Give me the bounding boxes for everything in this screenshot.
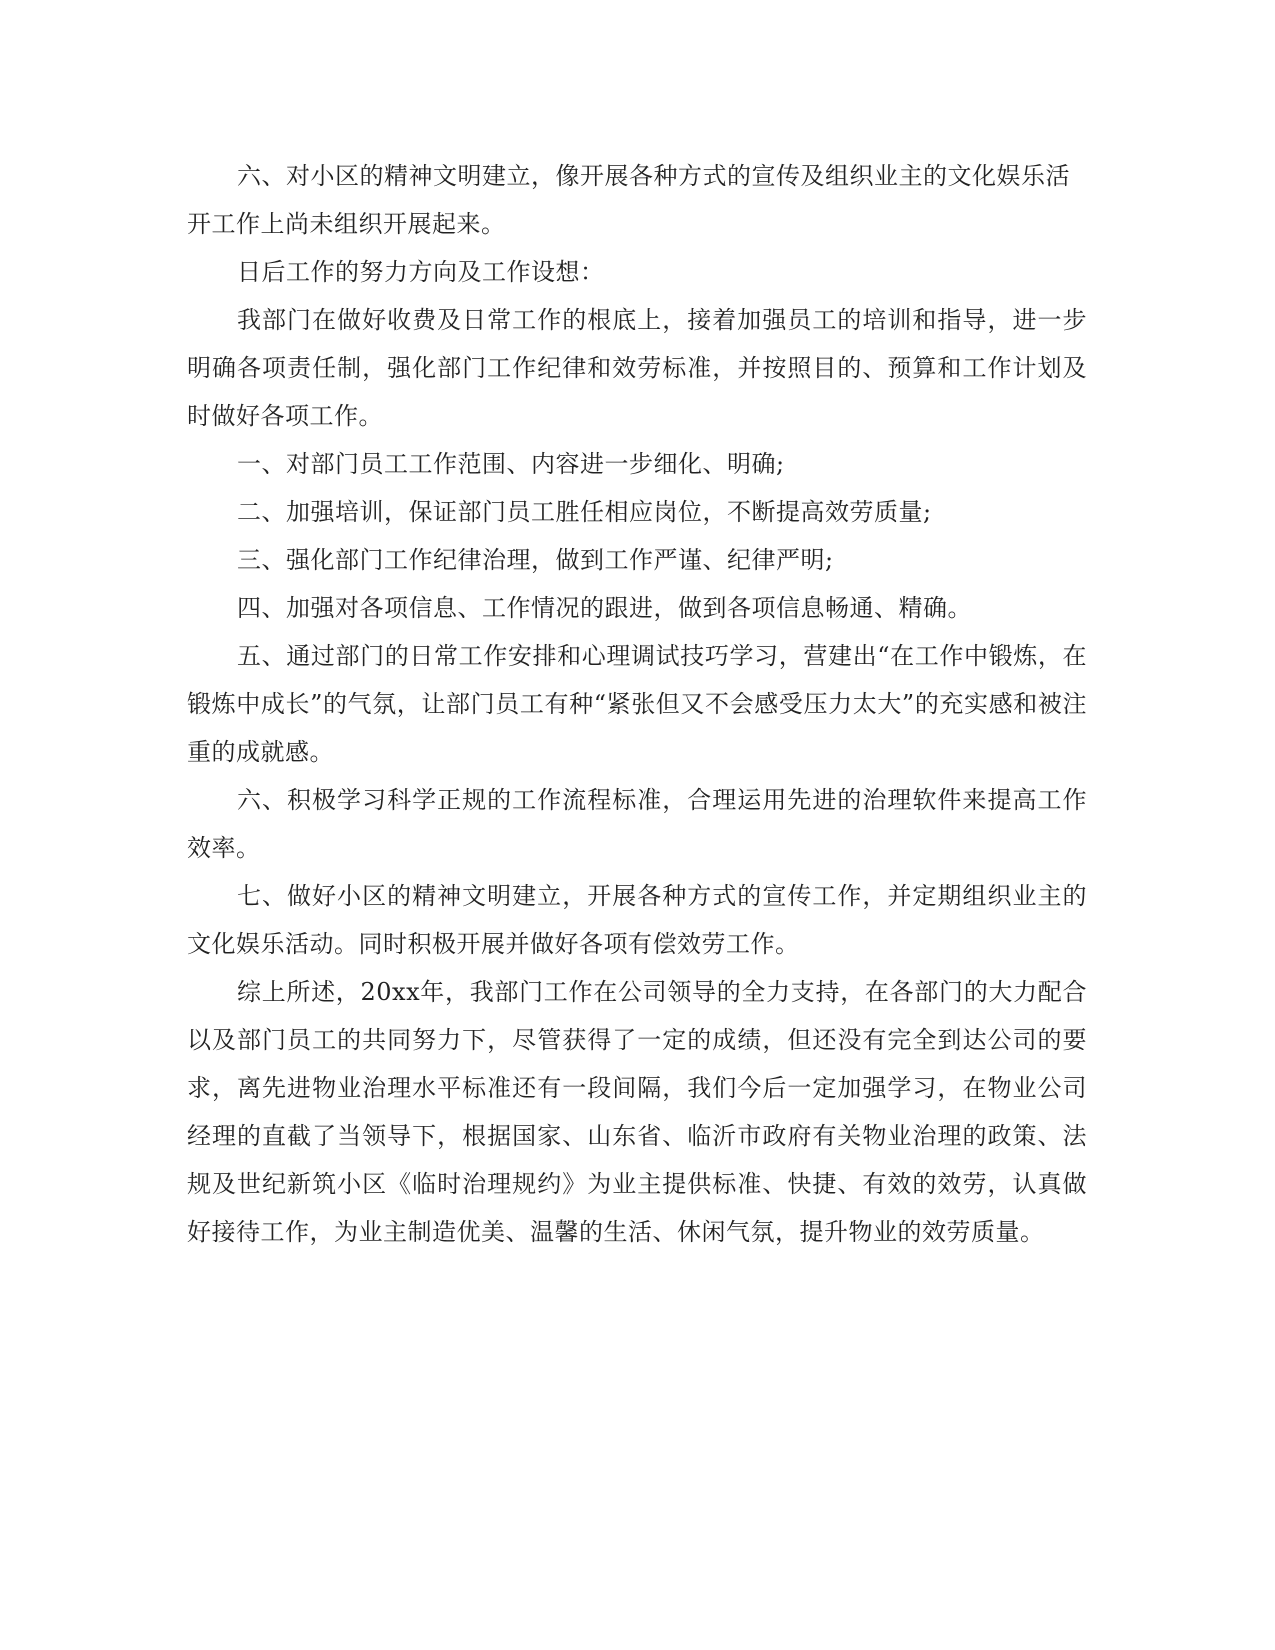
paragraph-1: 六、对小区的精神文明建立，像开展各种方式的宣传及组织业主的文化娱乐活 <box>237 162 1070 190</box>
paragraph-7: 三、强化部门工作纪律治理，做到工作严谨、纪律严明; <box>237 546 834 574</box>
paragraph-3: 日后工作的努力方向及工作设想： <box>237 258 605 286</box>
paragraph-10: 六、积极学习科学正规的工作流程标准，合理运用先进的治理软件来提高工作效率。 <box>187 786 1087 862</box>
paragraph-6: 二、加强培训，保证部门员工胜任相应岗位，不断提高效劳质量; <box>237 498 932 526</box>
paragraph-5: 一、对部门员工工作范围、内容进一步细化、明确; <box>237 450 785 478</box>
paragraph-4: 我部门在做好收费及日常工作的根底上，接着加强员工的培训和指导，进一步明确各项责任制，强化部门工作纪律和效劳标准，并按照目的、预算和工作计划及时做好各项工作。 <box>187 306 1087 430</box>
paragraph-2: 开工作上尚未组织开展起来。 <box>187 210 506 238</box>
paragraph-8: 四、加强对各项信息、工作情况的跟进，做到各项信息畅通、精确。 <box>237 594 972 622</box>
paragraph-9: 五、通过部门的日常工作安排和心理调试技巧学习，营建出“在工作中锻炼，在锻炼中成长”的气氛，让部门员工有种“紧张但又不会感受压力太大”的充实感和被注重的成就感。 <box>187 642 1087 766</box>
paragraph-11: 七、做好小区的精神文明建立，开展各种方式的宣传工作，并定期组织业主的文化娱乐活动。同时积极开展并做好各项有偿效劳工作。 <box>187 882 1087 958</box>
document-body <box>187 152 1087 1256</box>
paragraph-12: 综上所述，20xx年，我部门工作在公司领导的全力支持，在各部门的大力配合以及部门员工的共同努力下，尽管获得了一定的成绩，但还没有完全到达公司的要求，离先进物业治理水平标准还有一段间隔，我们今后一定加强学习，在物业公司经理的直截了当领导下，根据国家、山东省、临沂市政府有关物业治理的政策、法规及世纪新筑小区《临时治理规约》为业主提供标准、快捷、有效的效劳，认真做好接待工作，为业主制造优美、温馨的生活、休闲气氛，提升物业的效劳质量。 <box>187 978 1087 1246</box>
